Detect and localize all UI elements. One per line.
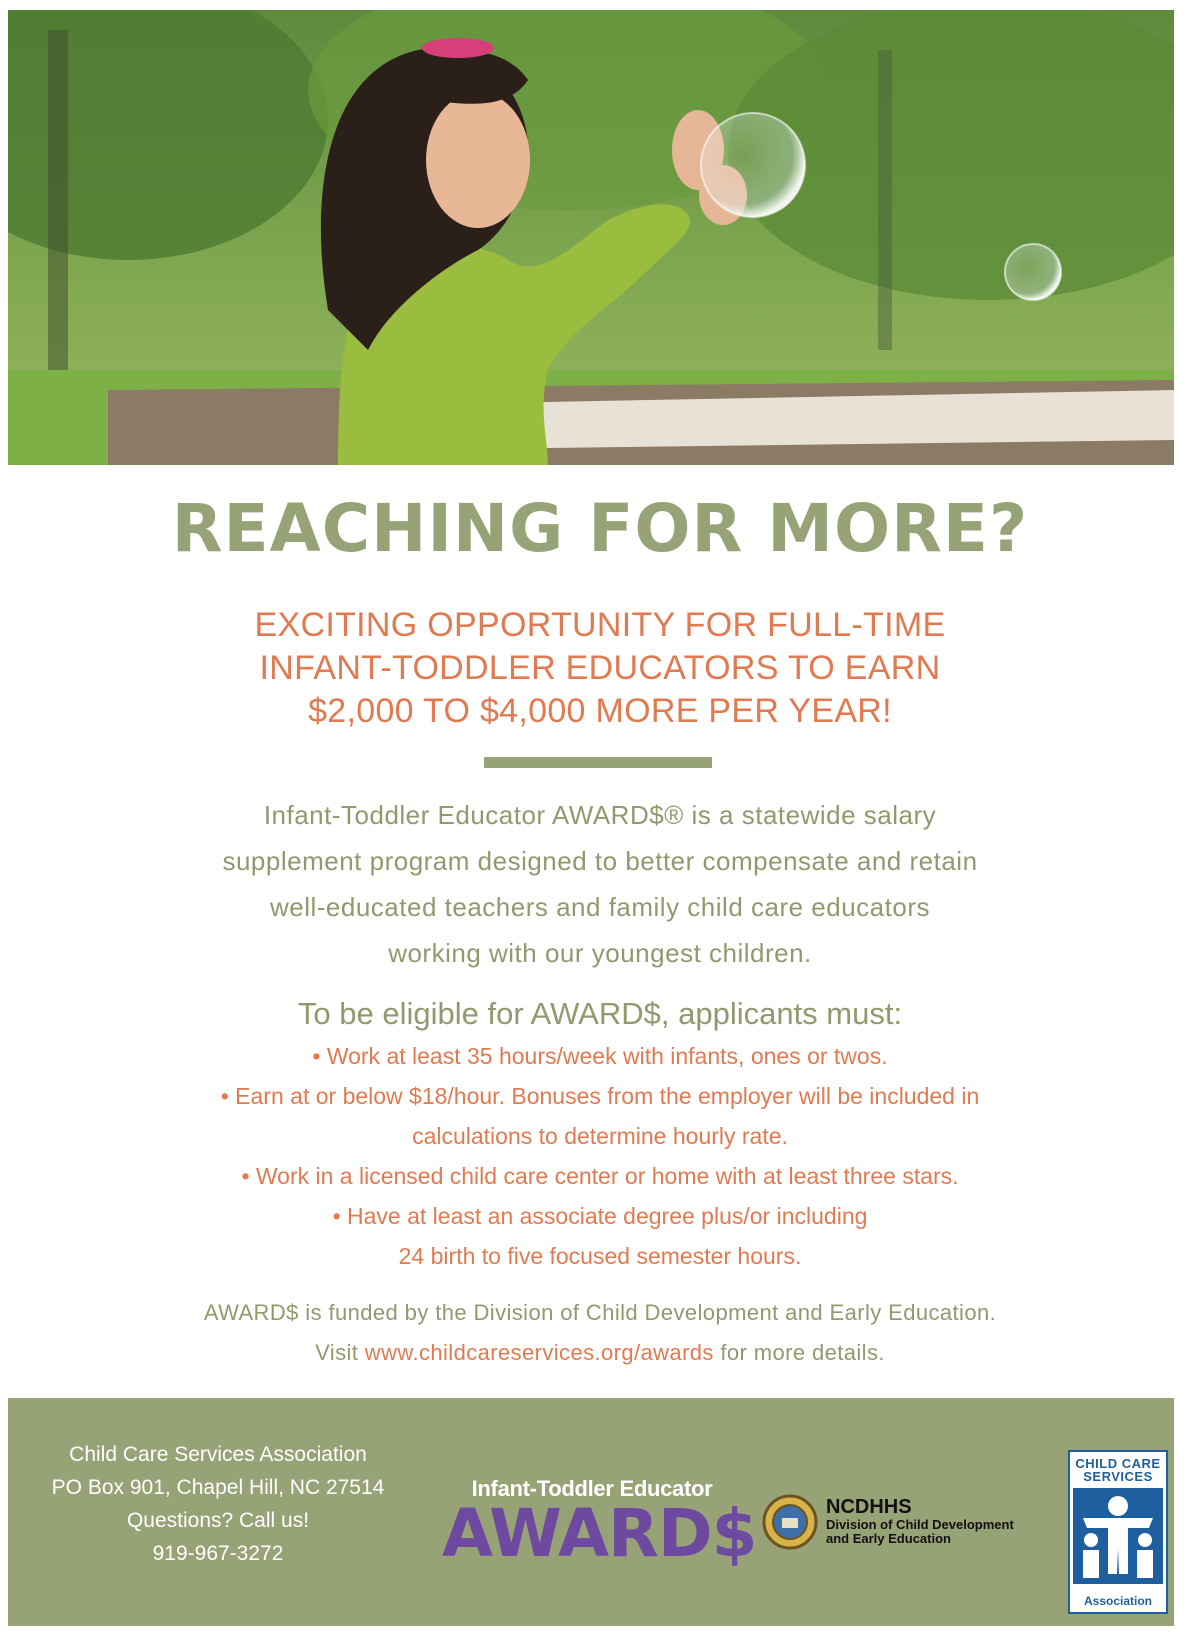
eligibility-item: • Work in a licensed child care center or home with at least three stars. [241, 1163, 959, 1189]
ccsa-logo-line: SERVICES [1083, 1469, 1153, 1484]
org-name: Child Care Services Association [69, 1443, 367, 1466]
hero-illustration [8, 10, 1174, 465]
ccsa-logo-line: CHILD CARE [1075, 1456, 1161, 1471]
eligibility-item: 24 birth to five focused semester hours. [398, 1243, 802, 1269]
ncdhhs-division-line: Division of Child Development [826, 1517, 1014, 1532]
awards-logo-word: AWARD$ [442, 1495, 757, 1572]
questions-text: Questions? Call us! [126, 1509, 310, 1532]
subheadline-line: INFANT-TODDLER EDUCATORS TO EARN [259, 649, 941, 687]
family-figures-icon [1073, 1488, 1163, 1584]
ccsa-logo-bottom: Association [1083, 1594, 1152, 1608]
eligibility-item: • Earn at or below $18/hour. Bonuses from the employer will be included in [220, 1083, 980, 1109]
ncdhhs-logo [762, 1488, 1062, 1568]
awards-logo [442, 1476, 757, 1572]
eligibility-title: To be eligible for AWARD$, applicants must: [297, 996, 903, 1031]
funding-note [40, 1293, 1160, 1373]
headline: REACHING FOR MORE? [171, 490, 1029, 567]
ccsa-logo-top [1070, 1457, 1166, 1483]
visit-suffix: for more details. [713, 1340, 885, 1365]
intro-line: working with our youngest children. [388, 938, 812, 968]
ncdhhs-division-line: and Early Education [826, 1531, 951, 1546]
ccsa-logo [1068, 1450, 1168, 1614]
subheadline-line: $2,000 TO $4,000 MORE PER YEAR! [308, 692, 892, 730]
awards-logo-kicker: Infant-Toddler Educator [471, 1476, 713, 1501]
eligibility-item: calculations to determine hourly rate. [412, 1123, 788, 1149]
intro-line: well-educated teachers and family child care educators [269, 892, 930, 922]
footer-bar [8, 1398, 1174, 1626]
divider [484, 757, 712, 768]
subheadline [0, 604, 1200, 733]
awards-website-link[interactable]: www.childcareservices.org/awards [364, 1340, 714, 1365]
visit-line [40, 1333, 1160, 1373]
eligibility-list [60, 1036, 1140, 1276]
nc-seal-icon [762, 1494, 818, 1550]
funding-line: AWARD$ is funded by the Division of Child Development and Early Education. [203, 1300, 997, 1325]
ncdhhs-name: NCDHHS [826, 1496, 912, 1518]
contact-info [22, 1438, 414, 1570]
eligibility-item: • Work at least 35 hours/week with infants, ones or twos. [312, 1043, 888, 1069]
org-address: PO Box 901, Chapel Hill, NC 27514 [51, 1476, 385, 1499]
visit-prefix: Visit [315, 1340, 365, 1365]
hero-photo [8, 10, 1174, 465]
phone-number[interactable]: 919-967-3272 [152, 1542, 284, 1565]
subheadline-line: EXCITING OPPORTUNITY FOR FULL-TIME [254, 606, 946, 644]
eligibility-item: • Have at least an associate degree plus/or including [332, 1203, 868, 1229]
intro-line: supplement program designed to better compensate and retain [222, 846, 978, 876]
intro-line: Infant-Toddler Educator AWARD$® is a statewide salary [263, 800, 937, 830]
intro-paragraph [60, 792, 1140, 976]
